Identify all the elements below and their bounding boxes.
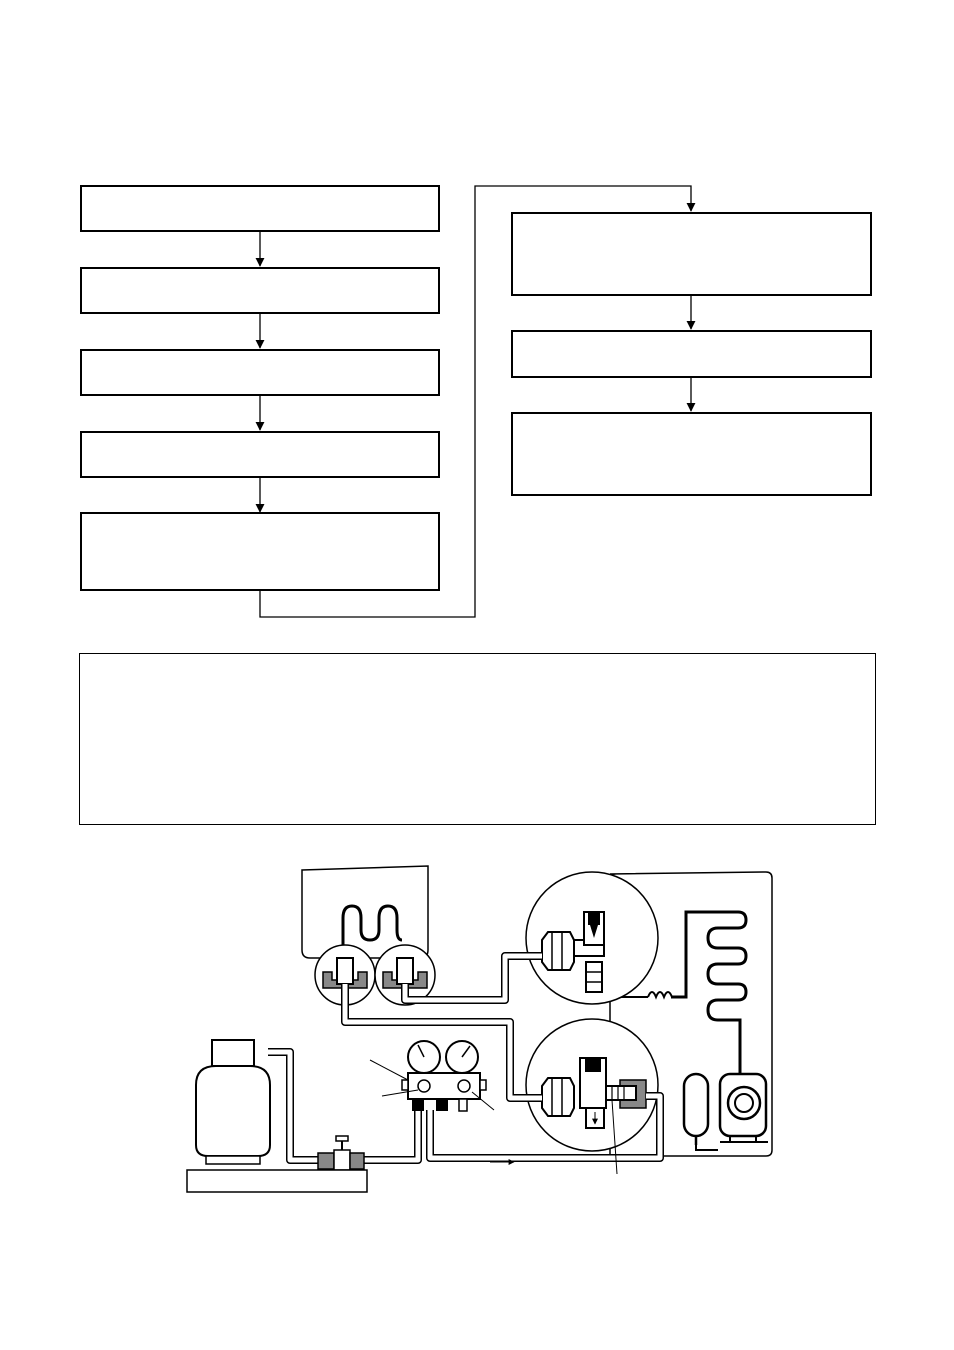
lower-service-valve [526, 1019, 658, 1151]
condenser-unit-icon [671, 912, 746, 1075]
compressor-icon [720, 1074, 768, 1142]
refrigerant-cylinder-icon [196, 1040, 270, 1164]
scale-icon [187, 1170, 367, 1192]
cylinder-valve [318, 1136, 364, 1170]
manifold-gauge-icon [370, 1041, 494, 1111]
accumulator [684, 1074, 708, 1136]
service-valve-icon [526, 872, 658, 1004]
indoor-unit [302, 866, 435, 1005]
